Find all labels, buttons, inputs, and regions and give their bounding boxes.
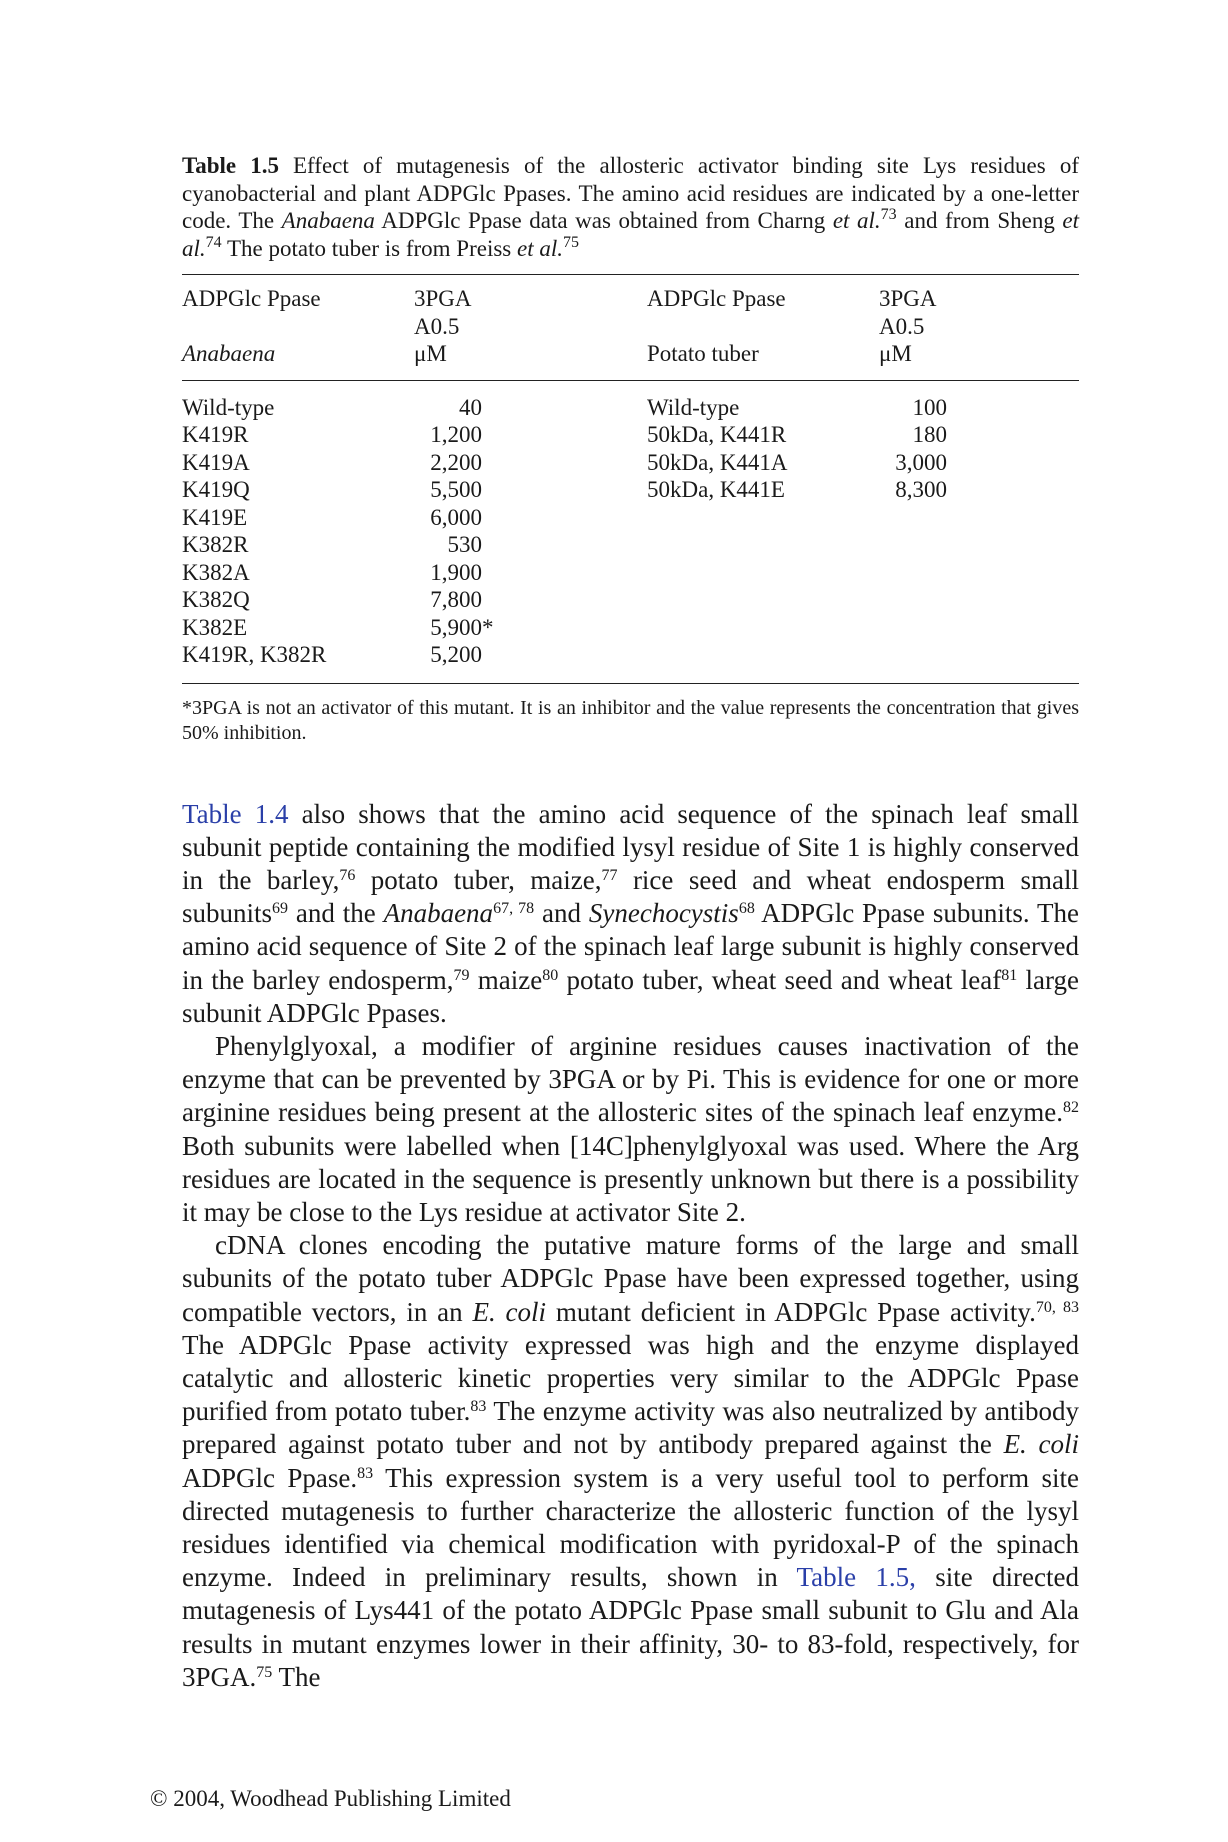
cell-variant: K382E (182, 614, 248, 640)
cell-value: 530 (447, 532, 482, 557)
table-label: Table 1.5 (182, 153, 279, 178)
cell-variant: K419R (182, 422, 249, 447)
table-1-4-link[interactable]: Table 1.4 (182, 798, 289, 829)
header-col1: ADPGlc Ppase (182, 286, 321, 311)
footnote-marker: * (482, 614, 494, 640)
table-row (182, 531, 1079, 559)
paragraph: Table 1.4 also shows that the amino acid sequence of the spinach leaf small subunit peptide containing the modified lysyl residue of Site 1 is highly conserved in the barley,$^{76}$ potato tuber, maize,$^{77}$ rice seed and wheat endosperm small subunits$^{69}$ and the Anabaena$^{67, 78}$ and Synechocystis$^{68}$ ADPGlc Ppase subunits. The amino acid sequence of Site 2 of the spinach leaf large subunit is highly conserved in the barley endosperm,$^{79}$ maize$^{80}$ potato tuber, wheat seed and wheat leaf$^{81}$ large subunit ADPGlc Ppases. (182, 798, 1080, 1028)
table-header-row: A0.5 A0.5 (414, 313, 925, 339)
cell-variant: K419A (182, 449, 250, 475)
table-row (182, 504, 1079, 532)
table-header-row (182, 285, 1079, 313)
cell-variant: Wild-type (182, 394, 275, 420)
cell-value: 3,000 (895, 449, 947, 475)
cell-value: 5,900 (430, 614, 482, 640)
mutagenesis-table-body (182, 394, 1079, 669)
table-row (182, 559, 1079, 587)
cell-variant: K382R (182, 532, 249, 557)
cell-variant: K419E (182, 504, 248, 530)
table-caption: Table 1.5 Effect of mutagenesis of the allosteric activator binding site Lys residues of cyanobacterial and plant ADPGlc Ppases. The amino acid residues are indicated by a one-letter code. The Anabaena ADPGlc Ppase data was obtained from Charng et al.$^{73}$ and from Sheng et al.$^{74}$ The potato tuber is from Preiss et al.$^{75}$ (182, 153, 1079, 261)
cell-variant: 50kDa, K441E (647, 477, 785, 502)
table-bottom-rule (182, 683, 1079, 684)
cell-value: 1,200 (430, 422, 482, 447)
cell-value: 1,900 (430, 559, 482, 585)
table-footnote: *3PGA is not an activator of this mutant. It is an inhibitor and the value represents the concentration that gives 50% inhibition. (182, 696, 1079, 744)
cell-value: 100 (912, 394, 947, 420)
table-row (182, 641, 1079, 669)
copyright-footer: © 2004, Woodhead Publishing Limited (150, 1786, 511, 1811)
cell-value: 40 (459, 394, 482, 420)
cell-value: 7,800 (430, 587, 482, 612)
cell-variant: K419R, K382R (182, 642, 327, 667)
table-header-row: Anabaena μM Potato tuber μM (182, 341, 912, 366)
cell-variant: Wild-type (647, 394, 740, 420)
cell-value: 5,500 (430, 477, 482, 502)
cell-value: 6,000 (430, 504, 482, 530)
cell-variant: 50kDa, K441R (647, 422, 787, 447)
mutagenesis-table (182, 285, 1079, 368)
paragraph: cDNA clones encoding the putative mature forms of the large and small subunits of the potato tuber ADPGlc Ppase have been expressed together, using compatible vectors, in an E. coli mutant deficient in ADPGlc Ppase activity.$^{70, 83}$ The ADPGlc Ppase activity expressed was high and the enzyme displayed catalytic and allosteric kinetic properties very similar to the ADPGlc Ppase purified from potato tuber.$^{83}$ The enzyme activity was also neutralized by antibody prepared against potato tuber and not by antibody prepared against the E. coli ADPGlc Ppase.$^{83}$ This expression system is a very useful tool to perform site directed mutagenesis to further characterize the allosteric function of the lysyl residues identified via chemical modification with pyridoxal-P of the spinach enzyme. Indeed in preliminary results, shown in Table 1.5, site directed mutagenesis of Lys441 of the potato ADPGlc Ppase small subunit to Glu and Ala results in mutant enzymes lower in their affinity, 30- to 83-fold, respectively, for 3PGA.$^{75}$ The (182, 1230, 1080, 1692)
cell-variant: K382A (182, 559, 250, 585)
cell-variant: 50kDa, K441A (647, 449, 788, 475)
header-organism-anabaena: Anabaena (182, 341, 276, 366)
cell-variant: K382Q (182, 587, 250, 612)
cell-value: 8,300 (895, 477, 947, 502)
paragraph: Phenylglyoxal, a modifier of arginine residues causes inactivation of the enzyme that can be prevented by 3PGA or by Pi. This is evidence for one or more arginine residues being present at the allosteric sites of the spinach leaf enzyme.$^{82}$ Both subunits were labelled when [14C]phenylglyoxal was used. Where the Arg residues are located in the sequence is presently unknown but there is a possibility it may be close to the Lys residue at activator Site 2. (182, 1030, 1079, 1227)
header-col4: 3PGA (879, 286, 937, 311)
header-col3: ADPGlc Ppase (647, 286, 786, 311)
table-row (182, 394, 1079, 422)
table-1-5-link[interactable]: Table 1.5, (796, 1562, 916, 1593)
table-row (182, 614, 1079, 642)
cell-value: 5,200 (430, 642, 482, 667)
header-col2: 3PGA (414, 286, 472, 311)
cell-value: 180 (912, 422, 947, 447)
table-row (182, 449, 1079, 477)
cell-value: 2,200 (430, 449, 482, 475)
page-content (182, 152, 1079, 1694)
cell-variant: K419Q (182, 477, 250, 502)
header-organism-potato: Potato tuber (647, 341, 759, 366)
table-row (182, 476, 1079, 504)
table-row (182, 421, 1079, 449)
table-top-rule (182, 274, 1079, 275)
table-row (182, 586, 1079, 614)
table-header-rule (182, 380, 1079, 381)
